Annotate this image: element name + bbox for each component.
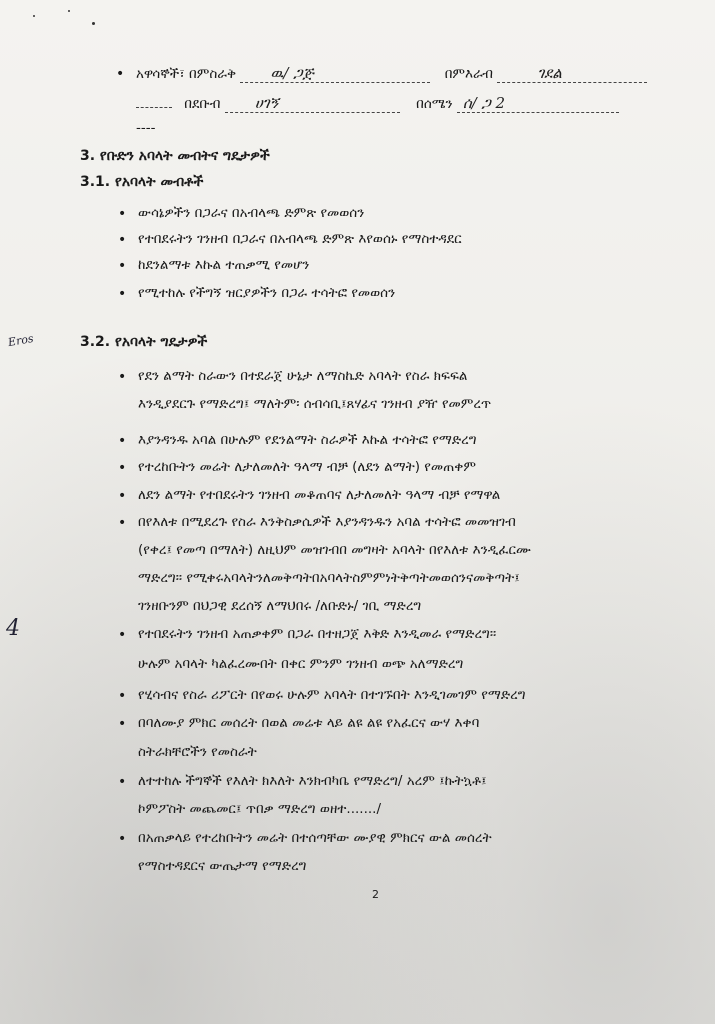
west-value: ገደል [537,64,562,82]
right-item-2: የተበደሩትን ገንዘብ በጋራና በአብላጫ ድምጽ እየወሰኑ የማስተዳደር [138,231,462,247]
bullet-icon: • [118,460,127,476]
page-number: 2 [372,888,379,901]
paper-speck [92,22,95,25]
right-item-3: ከደንልማቱ እኩል ተጠቃሚ የመሆን [138,257,310,273]
bullet-icon: • [118,206,127,222]
duty-3: የተረከቡትን መሬት ለታለመለት ዓላማ ብቻ (ለደን ልማት) የመጠቀም [138,459,476,475]
duty-1-line-1: የደን ልማት ስራውን በተደራጀ ሁኔታ ለማስኬድ አባላት የስራ ክፍፍል [138,368,468,384]
duty-5-line-3: ማድረግ፡፡ የሚቀሩአባላትንለመቅጣትበአባላትስምምነትቅጣትመወሰንናመቅጣት፤ [138,570,520,586]
duty-1-line-2: እንዲያደርጉ የማድረግ፤ ማለትም፡ ሰብሳቢ፤ጸሃፊና ገንዘብ ያዥ የመምረጥ [138,396,492,412]
right-item-4: የሚተከሉ የችግኝ ዝርያዎችን በጋራ ተሳትፎ የመወሰን [138,285,396,301]
duty-10-line-1: በአጠቃላይ የተረከቡትን መሬት በተሰጣቸው ሙያዊ ምክርና ውል መሰረት [138,830,492,846]
duty-5-line-1: በየእለቱ በሚደረጉ የስራ እንቅስቃሴዎች እያንዳንዱን አባል ተሳትፎ መመዝገብ [138,514,516,530]
north-value: ሰ/ ጋ 2 [462,94,506,112]
bullet-icon: • [118,488,127,504]
duty-7: የሂሳብና የስራ ሪፖርት በየወሩ ሁሉም አባላት በተገኙበት እንዲገመገም የማድረግ [138,687,526,703]
duty-8-line-2: ስትራክቸሮችን የመስራት [138,744,257,760]
bullet-icon: • [118,627,127,643]
bullet-icon: • [118,716,127,732]
lead-dashes [136,107,172,108]
trailing-dashes: ---- [136,120,156,136]
header-row-2 [136,94,619,113]
duty-4: ለደን ልማት የተበደሩትን ገንዘብ መቆጠባና ለታለመለት ዓላማ ብቻ የማዋል [138,487,501,503]
right-item-1: ውሳኔዎችን በጋራና በአብላጫ ድምጽ የመወሰን [138,205,365,221]
duty-2: እያንዳንዱ አባል በሁሉም የደንልማት ስራዎች እኩል ተሳትፎ የማድረግ [138,432,477,448]
duty-9-line-2: ኮምፖስት መጨመር፤ ጥበቃ ማድረግ ወዘተ......./ [138,801,381,817]
header-row-1 [136,64,647,83]
section-3-1-title: 3.1. የአባላት መብቶች [80,174,204,190]
south-field [225,94,400,113]
south-value: ሀገኝ [254,94,279,112]
paper-speck [68,10,70,12]
bullet-icon: • [118,433,127,449]
bullet-icon: • [118,688,127,704]
bullet-icon: • [116,66,125,82]
duty-6-line-2: ሁሉም አባላት ካልፈረሙበት በቀር ምንም ገንዘብ ወጭ አለማድረግ [138,656,464,672]
south-label: በደቡብ [184,96,221,112]
east-label: አዋሳኞች፣ በምስራቅ [136,66,237,82]
north-field [457,94,619,113]
north-label: በሰሜን [416,96,453,112]
bullet-icon: • [118,369,127,385]
east-value: ዉ/ ጋጅ [270,64,314,82]
east-field [240,64,430,83]
west-label: በምእራብ [444,66,494,82]
duty-9-line-1: ለተተከሉ ችግኞች የእለት ክእለት እንክብካቤ የማድረግ/ አረም ፤ኩትኳቶ፤ [138,773,487,789]
bullet-icon: • [118,831,127,847]
duty-10-line-2: የማስተዳደርና ውጤታማ የማድረግ [138,858,307,874]
margin-note-number: 4 [6,616,20,641]
bullet-icon: • [118,515,127,531]
duty-6-line-1: የተበደሩትን ገንዘብ አጠቃቀም በጋራ በተዘጋጀ እቅድ እንዲመራ የማድረግ፡፡ [138,626,497,642]
paper-speck [33,15,35,17]
west-field [497,64,647,83]
bullet-icon: • [118,774,127,790]
bullet-icon: • [118,232,127,248]
duty-8-line-1: በባለሙያ ምክር መሰረት በወል መሬቱ ላይ ልዩ ልዩ የአፈርና ውሃ እቀባ [138,715,480,731]
duty-5-line-2: (የቀረ፤ የመጣ በማለት) ለዚህም መዝገብበ መግዛት አባላት በየእለቱ እንዲፈርሙ [138,542,531,558]
duty-5-line-4: ገንዘቡንም በህጋዊ ደረሰኝ ለማህበሩ /ለቡድኑ/ ገቢ ማድረግ [138,598,422,614]
bullet-icon: • [118,258,127,274]
section-3-title: 3. የቡድን አባላት መብትና ግዴታዎች [80,148,270,164]
margin-note: Eros [7,331,35,350]
bullet-icon: • [118,286,127,302]
section-3-2-title: 3.2. የአባላት ግዴታዎች [80,334,208,350]
